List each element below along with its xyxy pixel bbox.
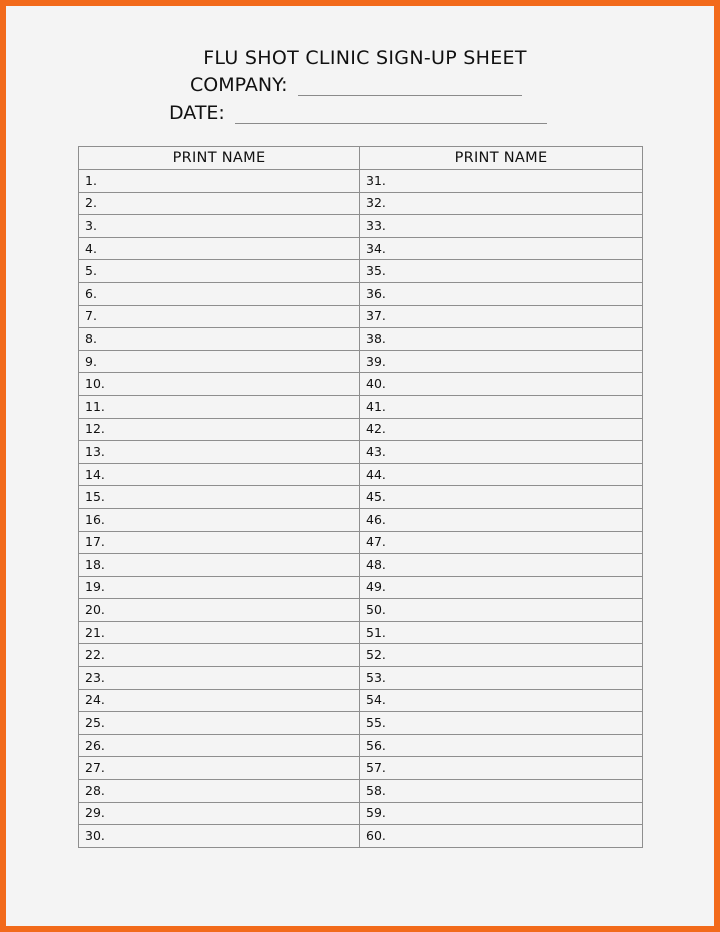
table-row: [79, 734, 643, 757]
name-entry-cell[interactable]: 47.: [360, 531, 643, 554]
name-entry-cell[interactable]: 22.: [79, 644, 360, 667]
name-entry-cell[interactable]: 29.: [79, 802, 360, 825]
table-row: [79, 215, 643, 238]
name-entry-cell[interactable]: 13.: [79, 441, 360, 464]
name-entry-cell[interactable]: 39.: [360, 350, 643, 373]
name-entry-cell[interactable]: 60.: [360, 825, 643, 848]
name-entry-cell[interactable]: 44.: [360, 463, 643, 486]
name-entry-cell[interactable]: 8.: [79, 328, 360, 351]
name-entry-cell[interactable]: 18.: [79, 554, 360, 577]
name-entry-cell[interactable]: 50.: [360, 599, 643, 622]
name-entry-cell[interactable]: 58.: [360, 780, 643, 803]
table-row: [79, 689, 643, 712]
table-row: [79, 395, 643, 418]
name-entry-cell[interactable]: 2.: [79, 192, 360, 215]
table-row: [79, 350, 643, 373]
company-label: COMPANY:: [190, 74, 288, 96]
name-entry-cell[interactable]: 54.: [360, 689, 643, 712]
table-row: [79, 170, 643, 193]
table-row: [79, 305, 643, 328]
name-entry-cell[interactable]: 45.: [360, 486, 643, 509]
table-row: [79, 757, 643, 780]
name-entry-cell[interactable]: 9.: [79, 350, 360, 373]
column-header-right: PRINT NAME: [360, 147, 643, 170]
table-row: [79, 508, 643, 531]
column-header-left: PRINT NAME: [79, 147, 360, 170]
name-entry-cell[interactable]: 21.: [79, 621, 360, 644]
table-row: [79, 441, 643, 464]
name-entry-cell[interactable]: 41.: [360, 395, 643, 418]
name-entry-cell[interactable]: 34.: [360, 237, 643, 260]
name-entry-cell[interactable]: 27.: [79, 757, 360, 780]
name-entry-cell[interactable]: 51.: [360, 621, 643, 644]
name-entry-cell[interactable]: 59.: [360, 802, 643, 825]
name-entry-cell[interactable]: 4.: [79, 237, 360, 260]
name-entry-cell[interactable]: 38.: [360, 328, 643, 351]
name-entry-cell[interactable]: 30.: [79, 825, 360, 848]
name-entry-cell[interactable]: 15.: [79, 486, 360, 509]
name-entry-cell[interactable]: 35.: [360, 260, 643, 283]
name-entry-cell[interactable]: 10.: [79, 373, 360, 396]
sign-up-table: [78, 146, 643, 848]
table-row: [79, 486, 643, 509]
table-row: [79, 373, 643, 396]
name-entry-cell[interactable]: 25.: [79, 712, 360, 735]
table-row: [79, 282, 643, 305]
table-row: [79, 576, 643, 599]
table-row: [79, 463, 643, 486]
company-blank-line[interactable]: [298, 81, 522, 96]
name-entry-cell[interactable]: 28.: [79, 780, 360, 803]
name-entry-cell[interactable]: 12.: [79, 418, 360, 441]
table-row: [79, 621, 643, 644]
name-entry-cell[interactable]: 1.: [79, 170, 360, 193]
name-entry-cell[interactable]: 33.: [360, 215, 643, 238]
name-entry-cell[interactable]: 17.: [79, 531, 360, 554]
name-entry-cell[interactable]: 37.: [360, 305, 643, 328]
table-row: [79, 531, 643, 554]
table-row: [79, 192, 643, 215]
name-entry-cell[interactable]: 16.: [79, 508, 360, 531]
name-entry-cell[interactable]: 48.: [360, 554, 643, 577]
name-entry-cell[interactable]: 43.: [360, 441, 643, 464]
name-entry-cell[interactable]: 49.: [360, 576, 643, 599]
name-entry-cell[interactable]: 53.: [360, 667, 643, 690]
table-row: [79, 260, 643, 283]
name-entry-cell[interactable]: 24.: [79, 689, 360, 712]
name-entry-cell[interactable]: 31.: [360, 170, 643, 193]
table-row: [79, 554, 643, 577]
table-body: [79, 170, 643, 848]
table-row: [79, 644, 643, 667]
table-row: [79, 328, 643, 351]
date-label: DATE:: [169, 102, 225, 124]
name-entry-cell[interactable]: 42.: [360, 418, 643, 441]
name-entry-cell[interactable]: 14.: [79, 463, 360, 486]
name-entry-cell[interactable]: 46.: [360, 508, 643, 531]
name-entry-cell[interactable]: 40.: [360, 373, 643, 396]
sheet-title: FLU SHOT CLINIC SIGN-UP SHEET: [203, 47, 527, 69]
table-header-row: [79, 147, 643, 170]
table-row: [79, 825, 643, 848]
name-entry-cell[interactable]: 5.: [79, 260, 360, 283]
table-row: [79, 802, 643, 825]
company-field: [190, 74, 522, 96]
name-entry-cell[interactable]: 56.: [360, 734, 643, 757]
table-row: [79, 780, 643, 803]
name-entry-cell[interactable]: 7.: [79, 305, 360, 328]
table-row: [79, 667, 643, 690]
date-blank-line[interactable]: [235, 109, 547, 124]
name-entry-cell[interactable]: 32.: [360, 192, 643, 215]
name-entry-cell[interactable]: 57.: [360, 757, 643, 780]
name-entry-cell[interactable]: 36.: [360, 282, 643, 305]
table-row: [79, 712, 643, 735]
table-row: [79, 418, 643, 441]
name-entry-cell[interactable]: 3.: [79, 215, 360, 238]
name-entry-cell[interactable]: 6.: [79, 282, 360, 305]
table-row: [79, 237, 643, 260]
date-field: [169, 102, 547, 124]
name-entry-cell[interactable]: 23.: [79, 667, 360, 690]
table-row: [79, 599, 643, 622]
name-entry-cell[interactable]: 55.: [360, 712, 643, 735]
name-entry-cell[interactable]: 52.: [360, 644, 643, 667]
name-entry-cell[interactable]: 19.: [79, 576, 360, 599]
name-entry-cell[interactable]: 11.: [79, 395, 360, 418]
name-entry-cell[interactable]: 26.: [79, 734, 360, 757]
name-entry-cell[interactable]: 20.: [79, 599, 360, 622]
